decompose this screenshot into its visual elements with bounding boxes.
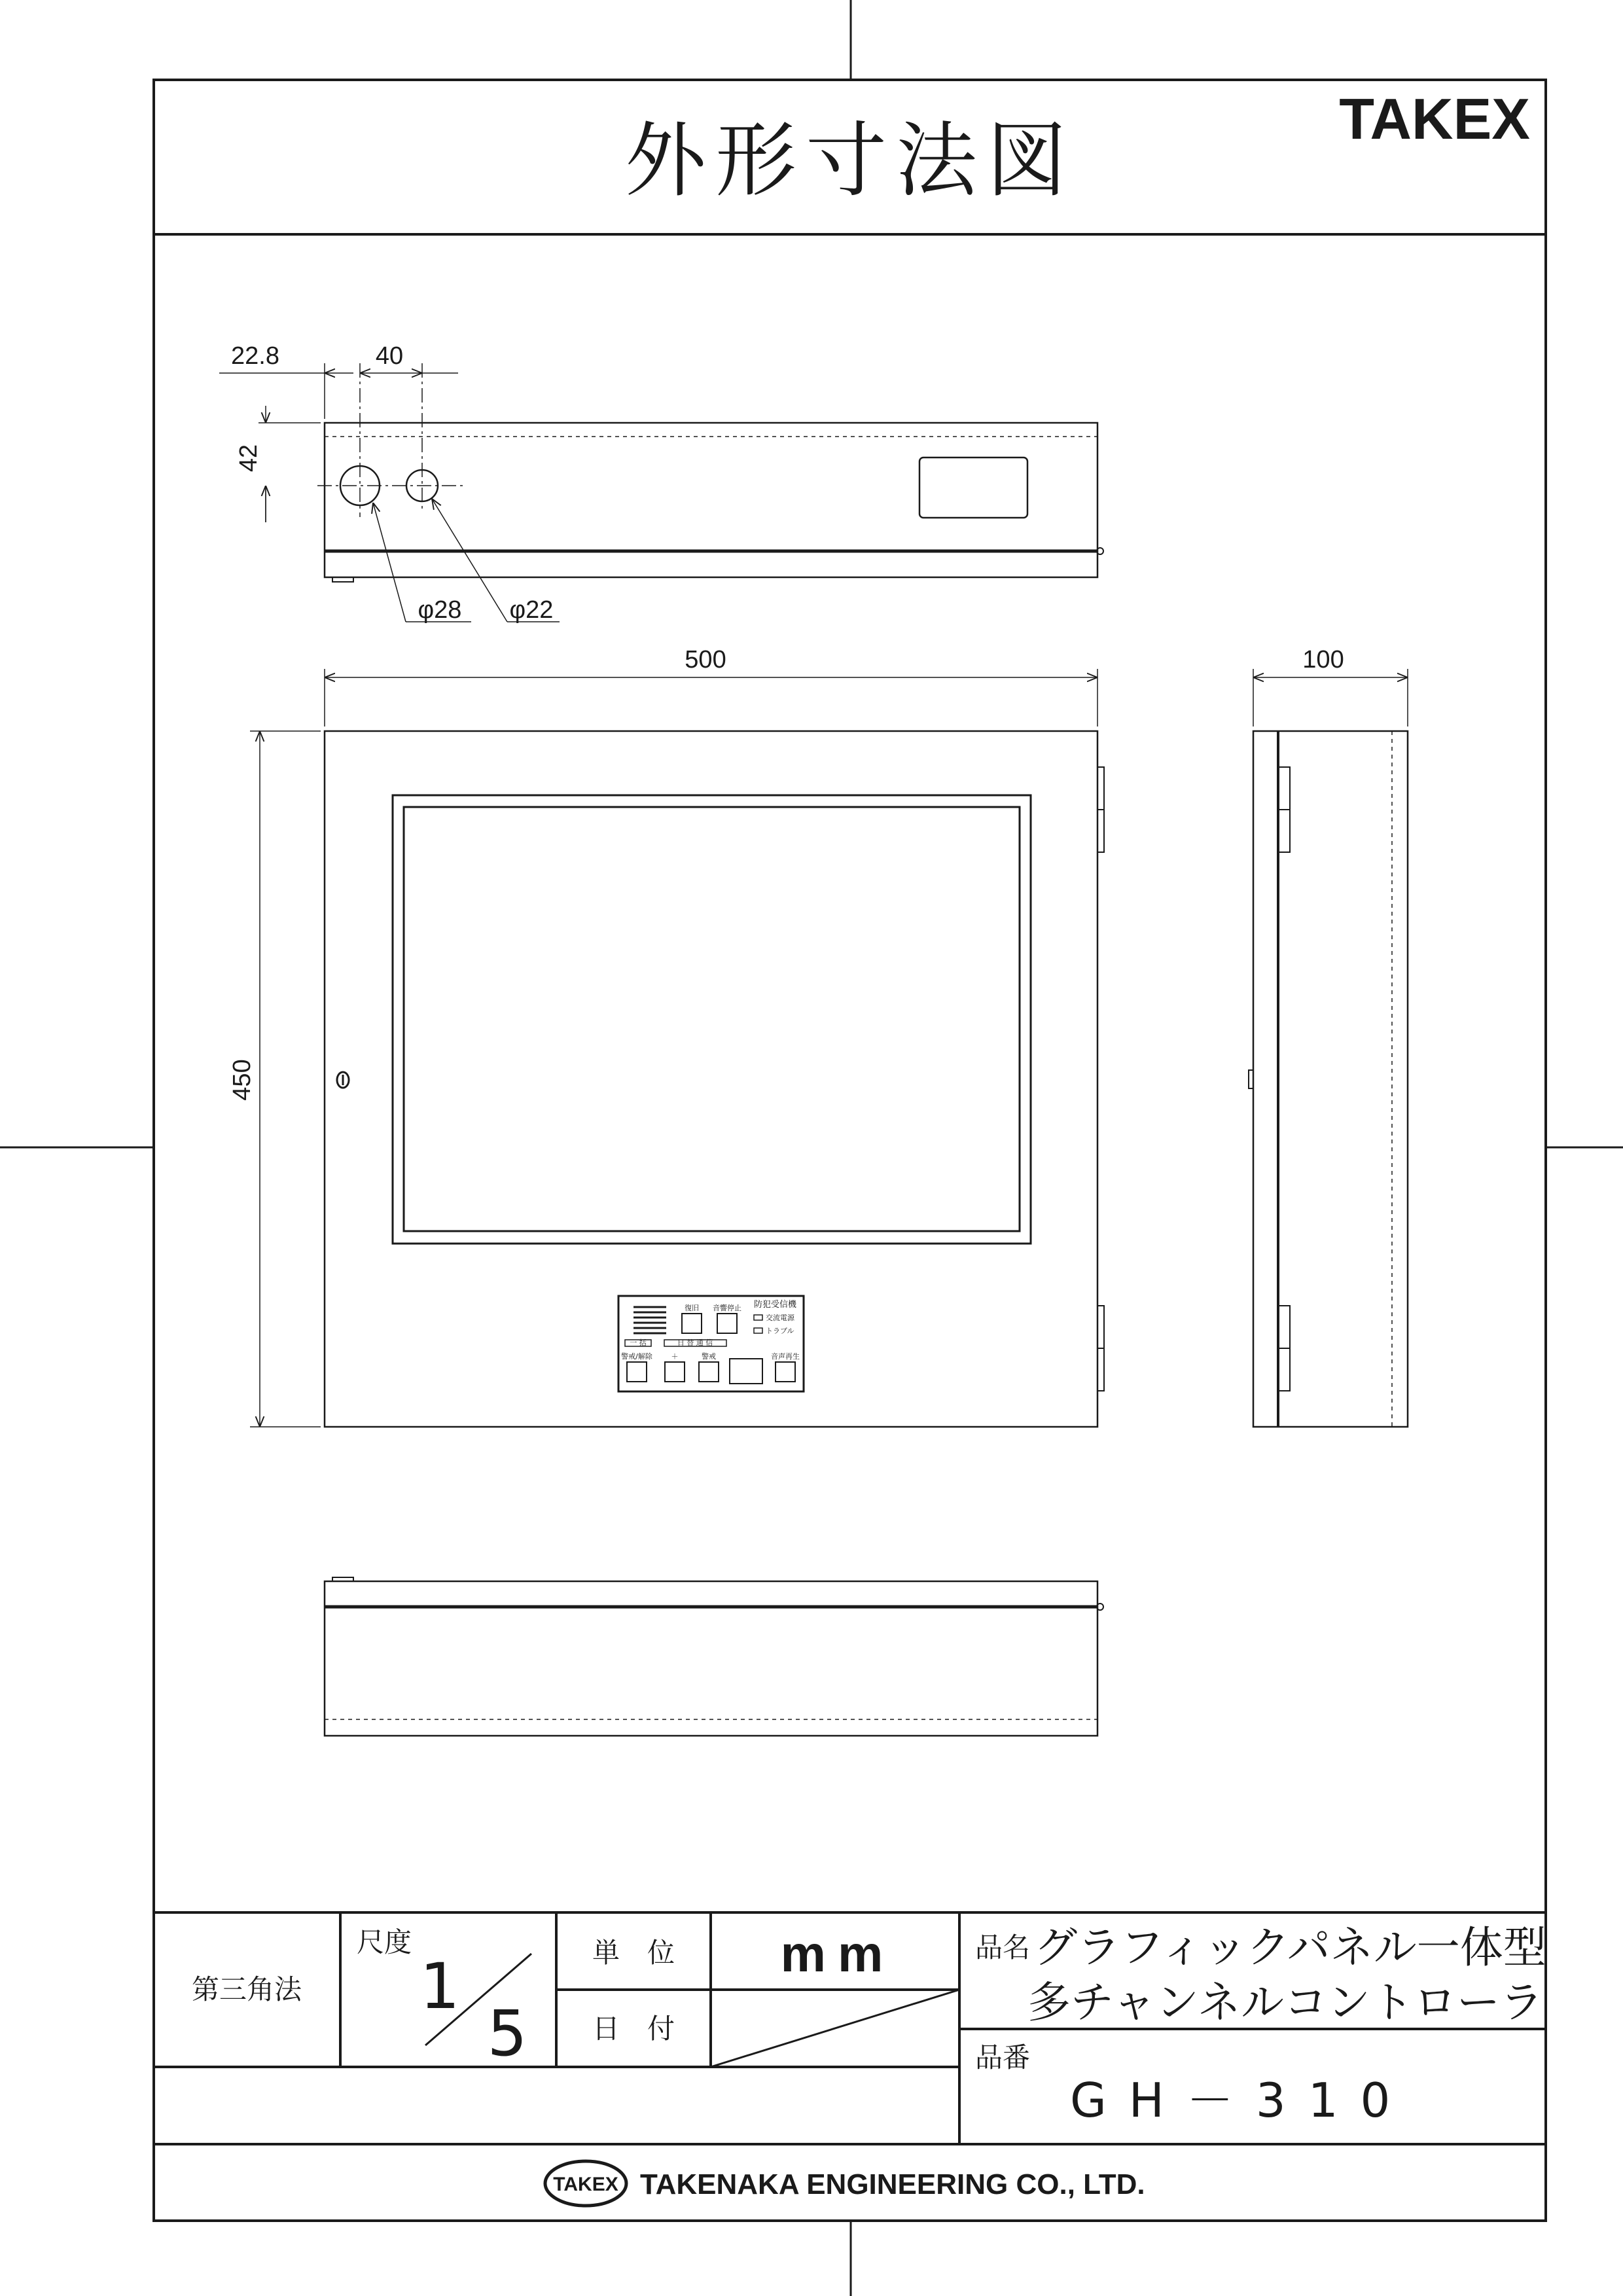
dim-hole1-dia: φ28	[418, 596, 462, 624]
panel-group1-label: 一 括	[630, 1338, 647, 1347]
unit-value: mm	[780, 1925, 895, 1982]
side-view-outline	[1253, 731, 1408, 1427]
top-display-window	[919, 457, 1027, 518]
panel-trouble-label: トラブル	[766, 1327, 794, 1335]
guard-button	[699, 1362, 719, 1382]
part-number-label: 品番	[975, 2041, 1031, 2073]
scale-numerator: 1	[419, 1950, 460, 2023]
company-logo	[545, 2161, 626, 2206]
top-view-outline	[325, 423, 1097, 577]
panel-play-label: 音声再生	[771, 1352, 800, 1361]
dim-hole-pitch: 40	[375, 342, 404, 370]
channel-display	[730, 1359, 762, 1384]
product-name-line1: グラフィックパネル一体型	[1034, 1922, 1546, 1973]
graphic-panel-frame	[393, 795, 1031, 1244]
product-name-label: 品名	[975, 1931, 1031, 1964]
silence-button	[717, 1314, 737, 1333]
top-view	[219, 363, 1103, 622]
scale-denominator: 5	[487, 1997, 527, 2070]
product-name-line2: 多チャンネルコントローラ	[1027, 1977, 1543, 2028]
panel-silence-label: 音響停止	[713, 1304, 741, 1312]
graphic-panel-screen	[404, 807, 1020, 1231]
trouble-lamp-icon	[754, 1328, 762, 1333]
bottom-view-outline	[325, 1581, 1097, 1736]
panel-alarm-label: 警戒/解除	[621, 1352, 652, 1361]
dim-height: 450	[228, 1059, 256, 1101]
reset-button	[682, 1314, 702, 1333]
company-logo-text: TAKEX	[553, 2174, 618, 2195]
dim-depth: 100	[1302, 646, 1344, 673]
projection-label: 第三角法	[191, 1973, 302, 2005]
company-name: TAKENAKA ENGINEERING CO., LTD.	[640, 2168, 1145, 2200]
side-view	[1249, 669, 1408, 1427]
speaker-grille-icon	[633, 1307, 666, 1333]
panel-plus-label: ＋	[671, 1352, 679, 1361]
alarm-toggle-button	[627, 1362, 647, 1382]
unit-label: 単 位	[592, 1937, 675, 1969]
scale-label: 尺度	[357, 1926, 412, 1958]
dim-hole2-dia: φ22	[509, 596, 554, 624]
front-view	[250, 669, 1104, 1427]
brand-logo: TAKEX	[1339, 86, 1530, 151]
front-view-outline	[325, 731, 1097, 1427]
plus-button	[665, 1362, 685, 1382]
dim-width: 500	[685, 646, 726, 673]
drawing-title: 外形寸法図	[624, 114, 1077, 208]
voice-play-button	[776, 1362, 795, 1382]
panel-title: 防犯受信機	[754, 1300, 797, 1310]
panel-ac-label: 交流電源	[766, 1314, 794, 1322]
bottom-view	[325, 1577, 1103, 1736]
dim-hole-height: 42	[235, 444, 262, 473]
part-number: GH－310	[1070, 2073, 1413, 2128]
panel-guard-label: 警戒	[702, 1352, 716, 1361]
panel-reset-label: 復旧	[685, 1304, 699, 1312]
panel-group2-label: 日 替 通 信	[677, 1338, 713, 1347]
dim-offset-x: 22.8	[231, 342, 279, 370]
border-frame	[154, 80, 1546, 2221]
ac-lamp-icon	[754, 1315, 762, 1320]
date-label: 日 付	[592, 2013, 675, 2045]
